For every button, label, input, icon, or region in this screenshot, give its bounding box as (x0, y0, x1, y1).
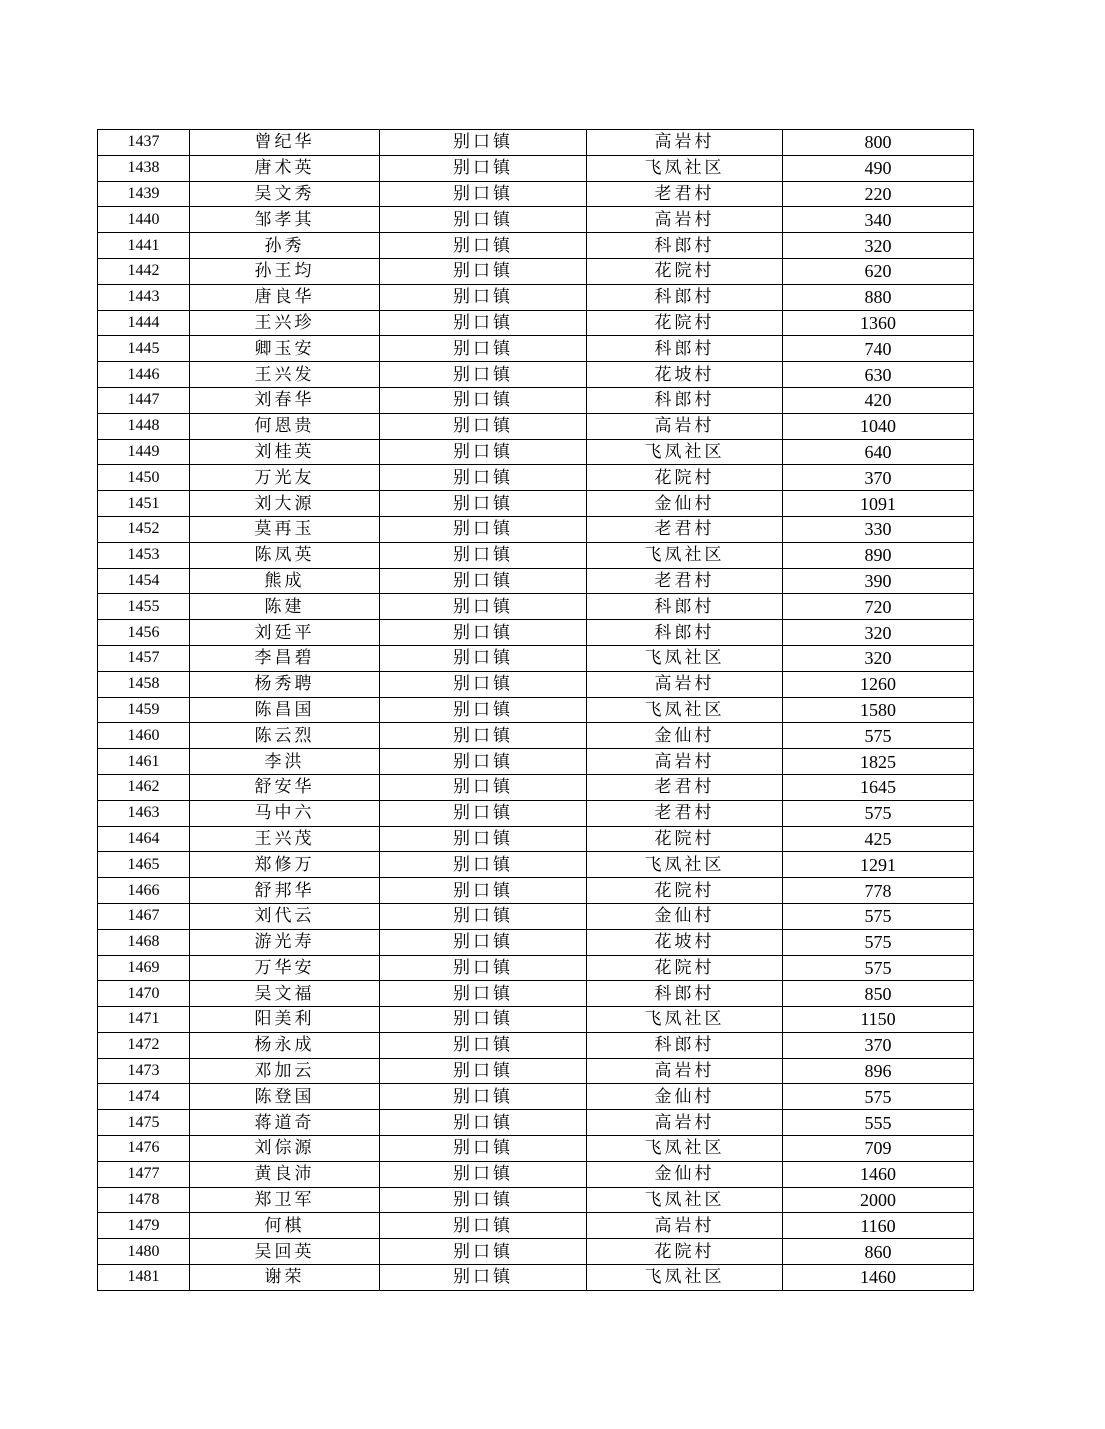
row-number-cell: 1446 (98, 362, 190, 388)
name-cell: 曾纪华 (190, 130, 380, 156)
table-row (98, 1007, 974, 1033)
table-row (98, 594, 974, 620)
name-cell: 邹孝其 (190, 207, 380, 233)
name-cell: 刘倧源 (190, 1136, 380, 1162)
row-number-cell: 1448 (98, 413, 190, 439)
table-row (98, 516, 974, 542)
village-cell: 飞凤社区 (587, 697, 783, 723)
village-cell: 花院村 (587, 310, 783, 336)
amount-cell: 1150 (783, 1007, 974, 1033)
town-cell: 别口镇 (380, 1032, 587, 1058)
amount-cell: 709 (783, 1136, 974, 1162)
row-number-cell: 1454 (98, 568, 190, 594)
row-number-cell: 1447 (98, 387, 190, 413)
village-cell: 飞凤社区 (587, 439, 783, 465)
row-number-cell: 1465 (98, 852, 190, 878)
amount-cell: 880 (783, 284, 974, 310)
town-cell: 别口镇 (380, 826, 587, 852)
row-number-cell: 1438 (98, 155, 190, 181)
town-cell: 别口镇 (380, 929, 587, 955)
row-number-cell: 1455 (98, 594, 190, 620)
row-number-cell: 1477 (98, 1161, 190, 1187)
table-row (98, 233, 974, 259)
town-cell: 别口镇 (380, 878, 587, 904)
row-number-cell: 1453 (98, 542, 190, 568)
town-cell: 别口镇 (380, 491, 587, 517)
row-number-cell: 1444 (98, 310, 190, 336)
row-number-cell: 1450 (98, 465, 190, 491)
village-cell: 科郎村 (587, 284, 783, 310)
town-cell: 别口镇 (380, 800, 587, 826)
amount-cell: 490 (783, 155, 974, 181)
amount-cell: 370 (783, 465, 974, 491)
amount-cell: 1360 (783, 310, 974, 336)
town-cell: 别口镇 (380, 336, 587, 362)
village-cell: 飞凤社区 (587, 1136, 783, 1162)
village-cell: 飞凤社区 (587, 155, 783, 181)
name-cell: 李昌碧 (190, 645, 380, 671)
name-cell: 刘春华 (190, 387, 380, 413)
town-cell: 别口镇 (380, 1213, 587, 1239)
row-number-cell: 1479 (98, 1213, 190, 1239)
row-number-cell: 1457 (98, 645, 190, 671)
name-cell: 陈昌国 (190, 697, 380, 723)
row-number-cell: 1439 (98, 181, 190, 207)
town-cell: 别口镇 (380, 310, 587, 336)
amount-cell: 420 (783, 387, 974, 413)
town-cell: 别口镇 (380, 1136, 587, 1162)
name-cell: 刘代云 (190, 903, 380, 929)
table-row (98, 1265, 974, 1291)
name-cell: 陈云烈 (190, 723, 380, 749)
name-cell: 杨永成 (190, 1032, 380, 1058)
town-cell: 别口镇 (380, 645, 587, 671)
village-cell: 花坡村 (587, 362, 783, 388)
amount-cell: 1580 (783, 697, 974, 723)
village-cell: 科郎村 (587, 620, 783, 646)
name-cell: 郑修万 (190, 852, 380, 878)
table-row (98, 852, 974, 878)
name-cell: 杨秀聘 (190, 671, 380, 697)
amount-cell: 720 (783, 594, 974, 620)
amount-cell: 740 (783, 336, 974, 362)
town-cell: 别口镇 (380, 1187, 587, 1213)
village-cell: 飞凤社区 (587, 852, 783, 878)
name-cell: 陈凤英 (190, 542, 380, 568)
name-cell: 吴回英 (190, 1239, 380, 1265)
town-cell: 别口镇 (380, 1110, 587, 1136)
town-cell: 别口镇 (380, 362, 587, 388)
village-cell: 科郎村 (587, 233, 783, 259)
town-cell: 别口镇 (380, 1058, 587, 1084)
amount-cell: 330 (783, 516, 974, 542)
town-cell: 别口镇 (380, 1161, 587, 1187)
name-cell: 王兴珍 (190, 310, 380, 336)
row-number-cell: 1480 (98, 1239, 190, 1265)
name-cell: 舒安华 (190, 774, 380, 800)
table-row (98, 826, 974, 852)
name-cell: 陈登国 (190, 1084, 380, 1110)
table-row (98, 413, 974, 439)
amount-cell: 778 (783, 878, 974, 904)
table-row (98, 207, 974, 233)
village-cell: 飞凤社区 (587, 1187, 783, 1213)
table-row (98, 697, 974, 723)
town-cell: 别口镇 (380, 1007, 587, 1033)
name-cell: 吴文福 (190, 981, 380, 1007)
name-cell: 舒邦华 (190, 878, 380, 904)
amount-cell: 575 (783, 903, 974, 929)
village-cell: 科郎村 (587, 1032, 783, 1058)
town-cell: 别口镇 (380, 542, 587, 568)
village-cell: 飞凤社区 (587, 1007, 783, 1033)
village-cell: 老君村 (587, 800, 783, 826)
name-cell: 马中六 (190, 800, 380, 826)
village-cell: 高岩村 (587, 749, 783, 775)
name-cell: 卿玉安 (190, 336, 380, 362)
row-number-cell: 1473 (98, 1058, 190, 1084)
amount-cell: 890 (783, 542, 974, 568)
town-cell: 别口镇 (380, 181, 587, 207)
table-row (98, 130, 974, 156)
name-cell: 刘桂英 (190, 439, 380, 465)
amount-cell: 1160 (783, 1213, 974, 1239)
amount-cell: 896 (783, 1058, 974, 1084)
row-number-cell: 1440 (98, 207, 190, 233)
village-cell: 花院村 (587, 1239, 783, 1265)
village-cell: 高岩村 (587, 207, 783, 233)
row-number-cell: 1459 (98, 697, 190, 723)
amount-cell: 850 (783, 981, 974, 1007)
table-row (98, 749, 974, 775)
town-cell: 别口镇 (380, 749, 587, 775)
row-number-cell: 1475 (98, 1110, 190, 1136)
row-number-cell: 1462 (98, 774, 190, 800)
village-cell: 老君村 (587, 516, 783, 542)
amount-cell: 1825 (783, 749, 974, 775)
row-number-cell: 1460 (98, 723, 190, 749)
village-cell: 花院村 (587, 465, 783, 491)
name-cell: 唐术英 (190, 155, 380, 181)
village-cell: 高岩村 (587, 130, 783, 156)
town-cell: 别口镇 (380, 568, 587, 594)
village-cell: 科郎村 (587, 594, 783, 620)
village-cell: 高岩村 (587, 1058, 783, 1084)
amount-cell: 425 (783, 826, 974, 852)
village-cell: 高岩村 (587, 413, 783, 439)
town-cell: 别口镇 (380, 207, 587, 233)
village-cell: 飞凤社区 (587, 542, 783, 568)
row-number-cell: 1471 (98, 1007, 190, 1033)
table-row (98, 336, 974, 362)
table-row (98, 387, 974, 413)
name-cell: 王兴发 (190, 362, 380, 388)
amount-cell: 620 (783, 258, 974, 284)
amount-cell: 640 (783, 439, 974, 465)
roster-table (97, 129, 974, 1291)
village-cell: 高岩村 (587, 1110, 783, 1136)
table-row (98, 155, 974, 181)
row-number-cell: 1481 (98, 1265, 190, 1291)
table-row (98, 955, 974, 981)
town-cell: 别口镇 (380, 955, 587, 981)
table-row (98, 310, 974, 336)
row-number-cell: 1476 (98, 1136, 190, 1162)
village-cell: 花院村 (587, 258, 783, 284)
village-cell: 飞凤社区 (587, 1265, 783, 1291)
village-cell: 科郎村 (587, 387, 783, 413)
row-number-cell: 1456 (98, 620, 190, 646)
amount-cell: 800 (783, 130, 974, 156)
town-cell: 别口镇 (380, 723, 587, 749)
village-cell: 科郎村 (587, 981, 783, 1007)
village-cell: 老君村 (587, 568, 783, 594)
name-cell: 唐良华 (190, 284, 380, 310)
row-number-cell: 1468 (98, 929, 190, 955)
row-number-cell: 1442 (98, 258, 190, 284)
row-number-cell: 1451 (98, 491, 190, 517)
table-row (98, 1213, 974, 1239)
amount-cell: 575 (783, 723, 974, 749)
amount-cell: 1091 (783, 491, 974, 517)
table-row (98, 568, 974, 594)
name-cell: 谢荣 (190, 1265, 380, 1291)
name-cell: 万华安 (190, 955, 380, 981)
row-number-cell: 1445 (98, 336, 190, 362)
town-cell: 别口镇 (380, 1084, 587, 1110)
village-cell: 飞凤社区 (587, 645, 783, 671)
amount-cell: 1460 (783, 1265, 974, 1291)
name-cell: 何恩贵 (190, 413, 380, 439)
village-cell: 花坡村 (587, 929, 783, 955)
amount-cell: 860 (783, 1239, 974, 1265)
village-cell: 花院村 (587, 878, 783, 904)
village-cell: 金仙村 (587, 491, 783, 517)
row-number-cell: 1458 (98, 671, 190, 697)
town-cell: 别口镇 (380, 258, 587, 284)
table-row (98, 878, 974, 904)
name-cell: 阳美利 (190, 1007, 380, 1033)
town-cell: 别口镇 (380, 671, 587, 697)
table-row (98, 1058, 974, 1084)
table-row (98, 671, 974, 697)
table-row (98, 981, 974, 1007)
name-cell: 熊成 (190, 568, 380, 594)
row-number-cell: 1441 (98, 233, 190, 259)
table-row (98, 1239, 974, 1265)
town-cell: 别口镇 (380, 852, 587, 878)
row-number-cell: 1464 (98, 826, 190, 852)
table-row (98, 284, 974, 310)
table-row (98, 1032, 974, 1058)
town-cell: 别口镇 (380, 594, 587, 620)
town-cell: 别口镇 (380, 697, 587, 723)
town-cell: 别口镇 (380, 774, 587, 800)
town-cell: 别口镇 (380, 284, 587, 310)
amount-cell: 370 (783, 1032, 974, 1058)
table-row (98, 723, 974, 749)
table-row (98, 903, 974, 929)
town-cell: 别口镇 (380, 465, 587, 491)
amount-cell: 555 (783, 1110, 974, 1136)
amount-cell: 575 (783, 1084, 974, 1110)
table-row (98, 929, 974, 955)
name-cell: 刘廷平 (190, 620, 380, 646)
name-cell: 孙王均 (190, 258, 380, 284)
name-cell: 万光友 (190, 465, 380, 491)
row-number-cell: 1469 (98, 955, 190, 981)
name-cell: 郑卫军 (190, 1187, 380, 1213)
town-cell: 别口镇 (380, 1265, 587, 1291)
village-cell: 高岩村 (587, 1213, 783, 1239)
row-number-cell: 1466 (98, 878, 190, 904)
town-cell: 别口镇 (380, 620, 587, 646)
row-number-cell: 1472 (98, 1032, 190, 1058)
table-row (98, 362, 974, 388)
amount-cell: 220 (783, 181, 974, 207)
table-row (98, 1187, 974, 1213)
amount-cell: 1645 (783, 774, 974, 800)
table-row (98, 465, 974, 491)
name-cell: 游光寿 (190, 929, 380, 955)
village-cell: 老君村 (587, 774, 783, 800)
amount-cell: 1460 (783, 1161, 974, 1187)
name-cell: 吴文秀 (190, 181, 380, 207)
village-cell: 金仙村 (587, 1161, 783, 1187)
amount-cell: 575 (783, 800, 974, 826)
name-cell: 邓加云 (190, 1058, 380, 1084)
table-row (98, 620, 974, 646)
name-cell: 何棋 (190, 1213, 380, 1239)
table-row (98, 491, 974, 517)
row-number-cell: 1478 (98, 1187, 190, 1213)
town-cell: 别口镇 (380, 439, 587, 465)
amount-cell: 320 (783, 620, 974, 646)
town-cell: 别口镇 (380, 903, 587, 929)
row-number-cell: 1463 (98, 800, 190, 826)
table-row (98, 439, 974, 465)
village-cell: 金仙村 (587, 723, 783, 749)
name-cell: 李洪 (190, 749, 380, 775)
table-row (98, 1110, 974, 1136)
amount-cell: 630 (783, 362, 974, 388)
table-row (98, 1136, 974, 1162)
town-cell: 别口镇 (380, 233, 587, 259)
amount-cell: 1040 (783, 413, 974, 439)
village-cell: 金仙村 (587, 903, 783, 929)
name-cell: 王兴茂 (190, 826, 380, 852)
village-cell: 高岩村 (587, 671, 783, 697)
table-row (98, 181, 974, 207)
village-cell: 花院村 (587, 955, 783, 981)
name-cell: 刘大源 (190, 491, 380, 517)
amount-cell: 320 (783, 233, 974, 259)
amount-cell: 1291 (783, 852, 974, 878)
roster-table-body (98, 130, 974, 1291)
amount-cell: 575 (783, 929, 974, 955)
table-row (98, 542, 974, 568)
table-row (98, 1161, 974, 1187)
table-row (98, 645, 974, 671)
amount-cell: 2000 (783, 1187, 974, 1213)
town-cell: 别口镇 (380, 387, 587, 413)
name-cell: 陈建 (190, 594, 380, 620)
row-number-cell: 1470 (98, 981, 190, 1007)
table-row (98, 258, 974, 284)
table-row (98, 1084, 974, 1110)
row-number-cell: 1437 (98, 130, 190, 156)
table-row (98, 774, 974, 800)
name-cell: 莫再玉 (190, 516, 380, 542)
row-number-cell: 1452 (98, 516, 190, 542)
row-number-cell: 1449 (98, 439, 190, 465)
name-cell: 蒋道奇 (190, 1110, 380, 1136)
town-cell: 别口镇 (380, 155, 587, 181)
name-cell: 孙秀 (190, 233, 380, 259)
town-cell: 别口镇 (380, 130, 587, 156)
town-cell: 别口镇 (380, 413, 587, 439)
village-cell: 老君村 (587, 181, 783, 207)
row-number-cell: 1474 (98, 1084, 190, 1110)
town-cell: 别口镇 (380, 981, 587, 1007)
row-number-cell: 1443 (98, 284, 190, 310)
row-number-cell: 1467 (98, 903, 190, 929)
amount-cell: 320 (783, 645, 974, 671)
row-number-cell: 1461 (98, 749, 190, 775)
village-cell: 花院村 (587, 826, 783, 852)
amount-cell: 1260 (783, 671, 974, 697)
town-cell: 别口镇 (380, 516, 587, 542)
amount-cell: 575 (783, 955, 974, 981)
village-cell: 金仙村 (587, 1084, 783, 1110)
amount-cell: 390 (783, 568, 974, 594)
town-cell: 别口镇 (380, 1239, 587, 1265)
village-cell: 科郎村 (587, 336, 783, 362)
table-row (98, 800, 974, 826)
name-cell: 黄良沛 (190, 1161, 380, 1187)
amount-cell: 340 (783, 207, 974, 233)
